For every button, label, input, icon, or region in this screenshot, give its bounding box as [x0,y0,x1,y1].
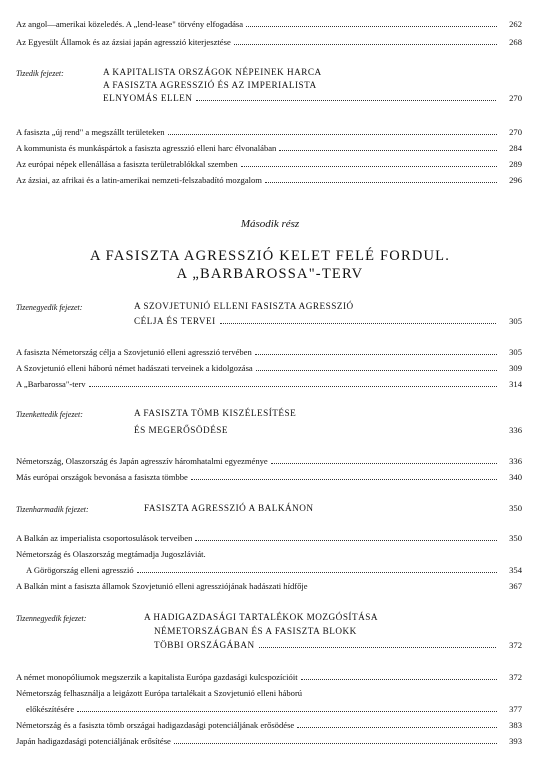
toc-entry: A Balkán mint a fasiszta államok Szovjetunió elleni agressziójának hadászati hídfője 367 [16,581,522,591]
chapter-label: Tizenkettedik fejezet: [16,410,83,419]
toc-entry: A Szovjetunió elleni háború német hadászati terveinek a kidolgozása 309 [16,363,522,373]
chapter-heading: Tizenharmadik fejezet: FASISZTA AGRESSZIÓ A BALKÁNON 350 [16,503,522,514]
toc-entry: Németország és a fasiszta tömb országai hadigazdasági potenciáljának erősödése 383 [16,720,522,730]
toc-entry: A német monopóliumok megszerzik a kapitalista Európa gazdasági kulcspozícióit 372 [16,672,522,682]
toc-entry: Az európai népek ellenállása a fasiszta területrablókkal szemben 289 [16,159,522,169]
toc-entry: Japán hadigazdasági potenciáljának erősítése 393 [16,736,522,746]
toc-entry: A Görögország elleni agresszió 354 [26,565,522,575]
toc-entry: Németország és Olaszország megtámadja Jugoszláviát. [16,549,206,559]
part-label: Második rész [240,218,300,230]
part-title: A FASISZTA AGRESSZIÓ KELET FELÉ FORDUL. [89,248,451,264]
chapter-label: Tizenharmadik fejezet: [16,505,89,514]
toc-entry: A fasiszta Németország célja a Szovjetunió elleni agresszió tervében 305 [16,347,522,357]
chapter-label: Tizennegyedik fejezet: [16,614,87,623]
toc-entry: Németország felhasználja a leigázott Európa tartalékait a Szovjetunió elleni háború [16,688,303,698]
toc-entry: A fasiszta „új rend" a megszállt területeken 270 [16,127,522,137]
part-title: A „BARBAROSSA"-TERV [176,266,364,282]
toc-entry: Az angol—amerikai közeledés. A „lend-lease" törvény elfogadása 262 [16,19,522,29]
toc-entry: Az Egyesült Államok és az ázsiai japán agresszió kiterjesztése 268 [16,37,522,47]
chapter-label: Tizedik fejezet: [16,69,64,78]
toc-entry: A „Barbarossa"-terv 314 [16,379,522,389]
toc-entry: A Balkán az imperialista csoportosulások terveiben 350 [16,533,522,543]
chapter-heading: Tizedik fejezet: A KAPITALISTA ORSZÁGOK NÉPEINEK HARCA A FASISZTA AGRESSZIÓ ÉS AZ IMPERIALISTA ELNYOMÁS ELLEN 270 [16,67,522,103]
toc-entry: Más európai országok bevonása a fasiszta tömbbe 340 [16,472,522,482]
toc-entry: Az ázsiai, az afrikai és a latin-amerikai nemzeti-felszabadító mozgalom 296 [16,175,522,185]
toc-entry: előkészítésére 377 [26,704,522,714]
chapter-heading: Tizennegyedik fejezet: A HADIGAZDASÁGI TARTALÉKOK MOZGÓSÍTÁSA NÉMETORSZÁGBAN ÉS A FASISZTA BLOKK TÖBBI ORSZÁGÁBAN 372 [16,612,522,650]
chapter-heading: Tizenkettedik fejezet: A FASISZTA TÖMB KISZÉLESÍTÉSE ÉS MEGERŐSÖDÉSE 336 [16,408,522,435]
toc-entry: A kommunista és munkáspártok a fasiszta agresszió elleni harc élvonalában 284 [16,143,522,153]
chapter-label: Tizenegyedik fejezet: [16,303,83,312]
toc-entry: Németország, Olaszország és Japán agresszív háromhatalmi egyezménye 336 [16,456,522,466]
chapter-heading: Tizenegyedik fejezet: A SZOVJETUNIÓ ELLENI FASISZTA AGRESSZIÓ CÉLJA ÉS TERVEI 305 [16,301,522,326]
